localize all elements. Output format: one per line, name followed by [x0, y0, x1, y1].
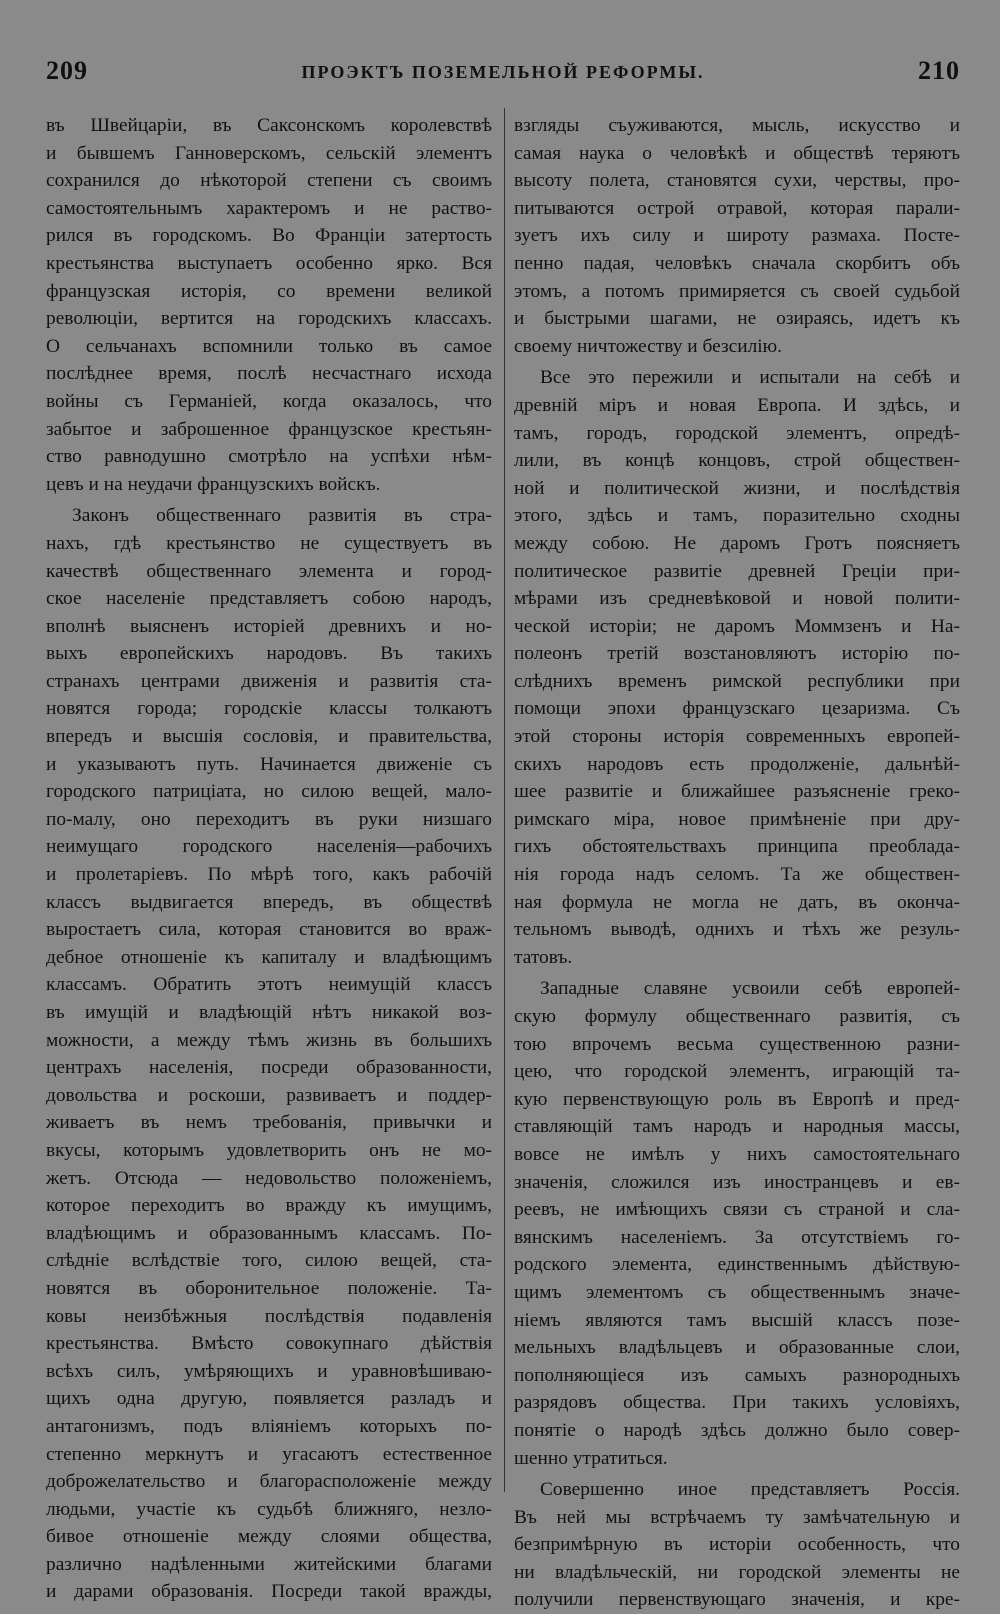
- text-line: крестьянства выступаетъ особенно ярко. Вся: [46, 252, 492, 274]
- text-line: безпримѣрную въ исторіи особенность, что: [514, 1534, 960, 1556]
- text-line: самая наука о человѣкѣ и обществѣ теряютъ: [514, 142, 960, 164]
- text-line: своему ничтожеству и безсилію.: [514, 335, 782, 357]
- text-line: Законъ общественнаго развитія въ стра-: [72, 505, 492, 527]
- text-line: ни владѣльческій, ни городской элементы не: [514, 1561, 960, 1583]
- text-line: скихъ народовъ есть продолженіе, дальнѣй-: [514, 753, 960, 775]
- text-line: кую первенствующую роль въ Европѣ и пред-: [514, 1088, 960, 1110]
- text-line: послѣднее время, послѣ несчастнаго исхода: [46, 363, 492, 385]
- text-line: довольства и роскоши, развиваетъ и поддер-: [46, 1084, 492, 1106]
- text-line: гихъ обстоятельствахъ принципа преоблада-: [514, 836, 960, 858]
- text-line: ство равнодушно смотрѣло на успѣхи нѣм-: [46, 446, 492, 468]
- text-line: антагонизмъ, подъ вліяніемъ которыхъ по-: [46, 1415, 492, 1437]
- page-header: [46, 56, 960, 96]
- text-line: мельныхъ владѣльцевъ и образованные слои,: [514, 1337, 960, 1359]
- text-line: жетъ. Отсюда — недовольство положеніемъ,: [46, 1167, 492, 1189]
- text-line: Западные славяне усвоили себѣ европей-: [540, 978, 960, 1000]
- text-line: реевъ, не имѣющихъ связи съ страной и сла-: [514, 1199, 960, 1221]
- text-line: и указываютъ путь. Начинается движеніе съ: [46, 753, 492, 775]
- text-line: живаетъ въ немъ требованія, привычки и: [46, 1112, 492, 1134]
- text-line: ставляющій тамъ народъ и народныя массы,: [514, 1116, 960, 1138]
- text-line: этой стороны исторія современныхъ европей-: [514, 726, 960, 748]
- text-line: получили первенствующаго значенія, и кре-: [514, 1589, 960, 1611]
- text-line: по-малу, оно переходитъ въ руки низшаго: [46, 808, 492, 830]
- text-line: сохранился до нѣкоторой степени съ своимъ: [46, 170, 492, 192]
- text-line: пенно падая, человѣкъ сначала скорбитъ объ: [514, 252, 960, 274]
- text-line: ческой исторіи; не даромъ Моммзенъ и На-: [514, 615, 960, 637]
- text-line: взгляды съуживаются, мысль, искусство и: [514, 115, 960, 136]
- text-line: О сельчанахъ вспомнили только въ самое: [46, 335, 492, 357]
- text-line: классамъ. Обратить этотъ неимущій классъ: [46, 974, 492, 996]
- text-line: помощи эпохи французскаго цезаризма. Съ: [514, 698, 960, 720]
- text-line: римскаго міра, новое примѣненіе при дру-: [514, 808, 960, 830]
- text-line: вполнѣ выясненъ исторіей древнихъ и но-: [46, 615, 492, 637]
- text-line: новятся города; городскіе классы толкаютъ: [46, 698, 492, 720]
- text-line: неимущаго городского населенія—рабочихъ: [46, 836, 492, 858]
- text-line: скую формулу общественнаго развитія, съ: [514, 1006, 960, 1027]
- text-line: шее развитіе и ближайшее разъясненіе греко-: [514, 781, 960, 803]
- column-divider: [504, 108, 505, 1492]
- text-line: цею, что городской элементъ, играющій та-: [514, 1061, 960, 1083]
- text-line: можности, а между тѣмъ жизнь въ большихъ: [46, 1029, 492, 1051]
- left-column: [46, 112, 492, 1606]
- text-line: новятся въ оборонительное положеніе. Та-: [46, 1277, 492, 1299]
- text-line: татовъ.: [514, 946, 573, 968]
- text-line: выростаетъ сила, которая становится во враж-: [46, 919, 492, 941]
- text-line: ной и политической жизни, и послѣдствія: [514, 477, 960, 499]
- text-line: щихъ одна другую, появляется разладъ и: [46, 1388, 492, 1410]
- text-line: питываются острой отравой, которая парали-: [514, 197, 960, 219]
- text-line: мѣрами изъ средневѣковой и новой полити-: [514, 588, 960, 610]
- text-line: выхъ европейскихъ народовъ. Въ такихъ: [46, 643, 492, 665]
- text-line: войны съ Германіей, когда оказалось, что: [46, 390, 492, 412]
- text-line: французская исторія, со времени великой: [46, 280, 492, 302]
- text-line: всѣхъ силъ, умѣряющихъ и уравновѣшиваю-: [46, 1360, 492, 1382]
- text-line: тамъ, городъ, городской элементъ, опредѣ-: [514, 422, 960, 444]
- text-line: ная формула не могла не дать, въ оконча-: [514, 891, 960, 913]
- text-line: забытое и заброшенное французское крестьян-: [46, 418, 492, 440]
- text-line: пополняющіеся изъ самыхъ разнородныхъ: [514, 1364, 960, 1386]
- text-line: Все это пережили и испытали на себѣ и: [540, 367, 960, 389]
- text-line: щимъ элементомъ съ общественнымъ значе-: [514, 1281, 960, 1303]
- text-line: крестьянства. Вмѣсто совокупнаго дѣйствія: [46, 1333, 492, 1355]
- text-line: значенія, сложился изъ иностранцевъ и ев-: [514, 1171, 960, 1193]
- text-line: высоту полета, становятся сухи, черствы, про-: [514, 170, 960, 192]
- text-line: доброжелательство и благорасположеніе между: [46, 1471, 492, 1493]
- text-line: городского патриціата, но силою вещей, мало-: [46, 781, 492, 803]
- text-line: нахъ, гдѣ крестьянство не существуетъ въ: [46, 532, 492, 554]
- text-line: которое переходитъ во вражду къ имущимъ,: [46, 1195, 492, 1217]
- text-line: бивое отношеніе между слоями общества,: [46, 1526, 492, 1548]
- text-line: шенно утратиться.: [514, 1447, 668, 1469]
- text-line: тою впрочемъ весьма существенною разни-: [514, 1033, 960, 1055]
- text-line: ское населеніе представляетъ собою народъ,: [46, 588, 492, 610]
- text-line: и дарами образованія. Посреди такой вражды,: [46, 1581, 492, 1603]
- text-line: политическое развитіе древней Греціи при-: [514, 560, 960, 582]
- text-line: революціи, вертится на городскихъ классахъ.: [46, 308, 492, 330]
- text-line: зуетъ ихъ силу и широту размаха. Посте-: [514, 225, 960, 247]
- text-line: древній міръ и новая Европа. И здѣсь, и: [514, 394, 960, 416]
- text-line: качествѣ общественнаго элемента и город-: [46, 560, 492, 582]
- text-line: полеонъ третій возстановляютъ исторію по-: [514, 643, 960, 665]
- text-line: Совершенно иное представляетъ Россія.: [540, 1479, 960, 1501]
- text-line: нія города надъ селомъ. Та же обществен-: [514, 864, 960, 886]
- text-line: и бывшемъ Ганноверскомъ, сельскій элементъ: [46, 142, 492, 164]
- text-line: вовсе не имѣлъ у нихъ самостоятельнаго: [514, 1143, 960, 1165]
- text-line: классъ выдвигается впередъ, въ обществѣ: [46, 891, 492, 913]
- text-line: родского элемента, единственнымъ дѣйствую-: [514, 1254, 960, 1276]
- page-number-right: 210: [918, 56, 960, 85]
- text-line: тельномъ выводѣ, однихъ и тѣхъ же резуль-: [514, 919, 960, 941]
- text-line: людьми, участіе къ судьбѣ ближняго, незло-: [46, 1498, 492, 1520]
- right-column: [514, 112, 960, 1614]
- text-line: вкусы, которымъ удовлетворить онъ не мо-: [46, 1139, 492, 1161]
- text-line: понятіе о народѣ здѣсь должно было совер-: [514, 1419, 960, 1441]
- text-line: владѣющимъ и образованнымъ классамъ. По-: [46, 1222, 492, 1244]
- text-line: ковы неизбѣжныя послѣдствія подавленія: [46, 1305, 492, 1327]
- text-line: въ Швейцаріи, въ Саксонскомъ королевствѣ: [46, 115, 492, 136]
- text-line: рился въ городскомъ. Во Франціи затертость: [46, 225, 492, 247]
- running-title: ПРОЭКТЪ ПОЗЕМЕЛЬНОЙ РЕФОРМЫ.: [301, 62, 705, 82]
- text-line: слѣдніе вслѣдствіе того, силою вещей, ста-: [46, 1250, 492, 1272]
- text-line: Въ ней мы встрѣчаемъ ту замѣчательную и: [514, 1506, 960, 1528]
- text-line: дебное отношеніе къ капиталу и владѣющимъ: [46, 946, 492, 968]
- text-line: разрядовъ общества. При такихъ условіяхъ,: [514, 1392, 960, 1414]
- text-line: впередъ и высшія сословія, и правительства,: [46, 726, 492, 748]
- text-line: различно надѣленными житейскими благами: [46, 1553, 492, 1575]
- text-line: центрахъ населенія, посреди образованности,: [46, 1057, 492, 1079]
- text-line: этого, здѣсь и тамъ, поразительно сходны: [514, 505, 960, 527]
- text-line: и пролетаріевъ. По мѣрѣ того, какъ рабочій: [46, 864, 492, 886]
- text-line: вянскимъ населеніемъ. За отсутствіемъ го-: [514, 1226, 960, 1248]
- text-line: между собою. Не даромъ Гротъ поясняетъ: [514, 532, 960, 554]
- text-line: цевъ и на неудачи французскихъ войскъ.: [46, 473, 381, 495]
- text-line: степенно меркнутъ и угасаютъ естественное: [46, 1443, 492, 1465]
- text-line: въ имущій и владѣющій нѣтъ никакой воз-: [46, 1002, 492, 1023]
- page-number-left: 209: [46, 56, 88, 85]
- text-line: и быстрыми шагами, не озираясь, идетъ къ: [514, 308, 960, 330]
- text-line: слѣднихъ временъ римской республики при: [514, 670, 960, 692]
- text-line: ніемъ являются тамъ высшій классъ позе-: [514, 1309, 960, 1331]
- text-line: этомъ, а потомъ примиряется съ своей судьбой: [514, 280, 960, 302]
- text-line: странахъ центрами движенія и развитія ста-: [46, 670, 492, 692]
- text-line: лили, въ концѣ концовъ, строй обществен-: [514, 450, 960, 472]
- text-line: самостоятельнымъ характеромъ и не раство-: [46, 197, 492, 219]
